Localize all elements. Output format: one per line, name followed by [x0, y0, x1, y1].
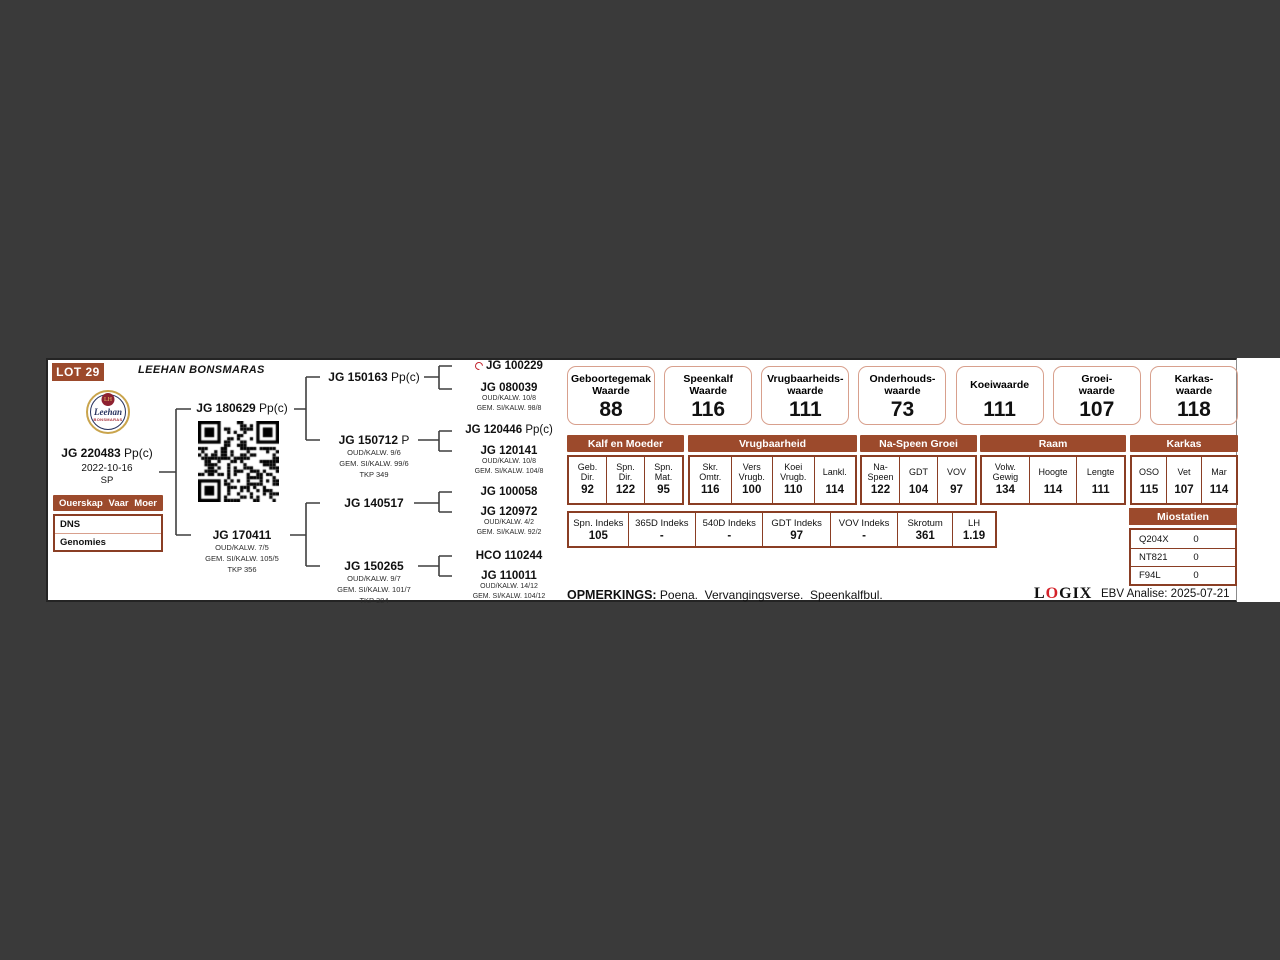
index-table: [567, 511, 997, 548]
value-box-label: Onderhouds-: [869, 372, 936, 385]
miostatien-title: Miostatien: [1129, 508, 1237, 525]
breed-brand-icon: [473, 360, 484, 371]
value-box-label: Waarde: [592, 384, 630, 397]
ancestor-stat: OUD/KALW. 9/7: [347, 574, 401, 583]
value-box-label: waarde: [1078, 384, 1115, 397]
parentage-row-genomies: Genomies: [55, 533, 161, 550]
value-box-value: 88: [599, 397, 623, 421]
ebv-group-title: Na-Speen Groei: [860, 435, 977, 452]
index-cell-vov: VOV Indeks -: [830, 513, 897, 546]
ebv-cell: Skr. Omtr. 116: [699, 461, 722, 496]
index-cell-365d: 365D Indeks -: [628, 513, 695, 546]
pedigree-node-g3-3: [314, 560, 434, 606]
ancestor-suffix: Pp(c): [525, 424, 553, 436]
miostatien-table: [1129, 508, 1237, 586]
ebv-group-vrugbaarheid: [688, 435, 857, 505]
ancestor-stat: OUD/KALW. 10/8: [482, 458, 536, 465]
ancestor-stat: OUD/KALW. 14/12: [480, 583, 538, 590]
ancestor-stat: GEM. SI/KALW. 101/7: [337, 585, 411, 594]
pedigree-node-g3-2: [314, 497, 434, 510]
parentage-col-moer: Moer: [134, 497, 157, 509]
value-box-value: 107: [1079, 397, 1115, 421]
pedigree-node-g3-0: [314, 371, 434, 384]
ebv-group-raam: [980, 435, 1126, 505]
ancestor-suffix: P: [401, 433, 410, 447]
pedigree-node-g4-7: [450, 570, 568, 601]
ebv-group-karkas: [1130, 435, 1238, 505]
index-cell-540d: 540D Indeks -: [695, 513, 762, 546]
ancestor-stat: OUD/KALW. 9/6: [347, 448, 401, 457]
ebv-cell: Spn. Mat. 95: [644, 457, 682, 503]
dam-stat: GEM. SI/KALW. 105/5: [205, 554, 279, 563]
ancestor-id: JG 110011: [481, 570, 537, 582]
miostatien-row: Q204X 0: [1139, 533, 1199, 545]
lot-number-badge: LOT 29: [52, 363, 104, 381]
pedigree-node-g3-1: [314, 434, 434, 480]
dam-id: JG 170411: [212, 528, 272, 542]
subject-id: [48, 446, 166, 460]
ancestor-id: JG 100229: [486, 360, 543, 372]
logo-crest-monogram: LH: [102, 393, 115, 406]
value-box-label: waarde: [1175, 384, 1213, 397]
subject-id-suffix: Pp(c): [124, 446, 153, 460]
value-box-groei: [1053, 366, 1141, 425]
pedigree-node-g4-5: [450, 506, 568, 537]
logo-name: Leehan: [94, 407, 122, 417]
parentage-header: [53, 495, 163, 511]
ebv-cell: Geb. Dir. 92: [577, 461, 598, 496]
dam-stat: TKP 356: [227, 565, 257, 574]
dam-stat: OUD/KALW. 7/5: [215, 543, 269, 552]
index-cell-spn-indeks: Spn. Indeks 105: [573, 517, 624, 542]
qr-code: [198, 421, 279, 502]
value-box-label: Waarde: [689, 384, 727, 397]
ebv-cell: GDT 104: [899, 457, 937, 503]
pedigree-node-g4-3: [450, 445, 568, 476]
pedigree-node-g4-1: [450, 382, 568, 413]
value-box-value: 116: [691, 397, 726, 421]
value-box-label: Geboortegemak: [571, 372, 651, 385]
index-cell-skrotum: Skrotum 361: [897, 513, 952, 546]
value-box-value: 118: [1176, 397, 1211, 421]
ebv-cell: Na- Speen 122: [867, 461, 894, 496]
ebv-cell: Vet 107: [1166, 457, 1201, 503]
ancestor-stat: GEM. SI/KALW. 104/8: [474, 467, 544, 475]
ancestor-stat: TKP 349: [359, 470, 389, 479]
ancestor-suffix: Pp(c): [391, 370, 420, 384]
value-box-value: 111: [788, 397, 822, 421]
ancestor-id: JG 150265: [344, 559, 404, 573]
subject-animal: [48, 446, 166, 486]
ancestor-stat: GEM. SI/KALW. 99/6: [339, 459, 409, 468]
parentage-col-ouerskap: Ouerskap: [59, 497, 103, 509]
ebv-group-title: Vrugbaarheid: [688, 435, 857, 452]
ancestor-id: JG 150712: [338, 433, 399, 447]
parentage-col-vaar: Vaar: [108, 497, 129, 509]
pedigree-node-g4-2: [450, 424, 568, 436]
value-boxes-row: [567, 366, 1238, 425]
ebv-cell: Spn. Dir. 122: [606, 457, 644, 503]
value-box-vrugbaarheid: [761, 366, 849, 425]
ancestor-stat: OUD/KALW. 4/2: [483, 519, 535, 526]
ebv-cell: Lankl. 114: [814, 457, 856, 503]
ancestor-id: JG 140517: [344, 496, 404, 510]
index-cell-gdt: GDT Indeks 97: [762, 513, 829, 546]
value-box-label: Koeiwaarde: [970, 378, 1030, 391]
parentage-table: [53, 514, 163, 552]
remarks: [567, 588, 883, 602]
pedigree-node-g4-6: [450, 550, 568, 562]
ebv-group-na-speen-groei: [860, 435, 977, 505]
breeder-logo: [86, 390, 130, 434]
miostatien-row: F94L 0: [1131, 566, 1235, 584]
ebv-cell: OSO 115: [1138, 466, 1159, 496]
catalog-sheet: [46, 358, 1280, 605]
miostatien-row: NT821 0: [1131, 548, 1235, 566]
ebv-cell: VOV 97: [937, 457, 975, 503]
ebv-cell: Mar 114: [1201, 457, 1236, 503]
pedigree-node-g4-0: [450, 360, 568, 372]
ancestor-stat: TKP 384: [359, 596, 389, 605]
ancestor-id: JG 100058: [480, 486, 538, 498]
ebv-group-kalf-en-moeder: [567, 435, 684, 505]
ancestor-stat: GEM. SI/KALW. 92/2: [476, 528, 542, 536]
breeder-name: LEEHAN BONSMARAS: [138, 364, 265, 376]
remarks-label: OPMERKINGS:: [567, 588, 657, 602]
sire-id: JG 180629: [196, 401, 256, 415]
ebv-cell: Koei Vrugb. 110: [772, 457, 814, 503]
value-box-label: Groei-: [1081, 372, 1113, 385]
subject-status: SP: [100, 475, 114, 486]
lot-card: [46, 358, 1237, 605]
pedigree-node-sire: [182, 402, 302, 415]
ebv-cell: Volw. Gewig 134: [992, 461, 1019, 496]
ebv-group-title: Raam: [980, 435, 1126, 452]
ebv-group-title: Kalf en Moeder: [567, 435, 684, 452]
value-box-koeiwaarde: [956, 366, 1044, 425]
value-box-value: 111: [983, 397, 1016, 421]
value-box-onderhoud: [858, 366, 946, 425]
value-box-label: Vrugbaarheids-: [767, 372, 844, 385]
value-box-karkas: [1150, 366, 1238, 425]
index-cell-lh: LH 1.19: [952, 513, 995, 546]
ancestor-id: JG 150163: [328, 370, 388, 384]
parentage-row-dns: DNS: [60, 519, 81, 530]
ancestor-id: JG 120141: [480, 445, 538, 457]
ancestor-id: JG 080039: [480, 382, 538, 394]
ancestor-stat: GEM. SI/KALW. 104/12: [472, 592, 546, 600]
value-box-value: 73: [890, 397, 915, 421]
ebv-analysis-date: EBV Analise: 2025-07-21: [1101, 588, 1230, 600]
ancestor-id: HCO 110244: [475, 550, 543, 562]
ebv-cell: Lengte 111: [1076, 457, 1124, 503]
ancestor-stat: GEM. SI/KALW. 98/8: [476, 404, 542, 412]
value-box-label: Speenkalf: [683, 372, 733, 385]
sire-suffix: Pp(c): [259, 401, 288, 415]
pedigree-node-dam: [182, 529, 302, 575]
value-box-label: waarde: [884, 384, 921, 397]
value-box-geboortegemak: [567, 366, 655, 425]
subject-id-number: JG 220483: [61, 446, 121, 460]
subject-dob: 2022-10-16: [81, 463, 133, 474]
remarks-text: Poena. Vervangingsverse. Speenkalfbul.: [656, 588, 883, 602]
ancestor-id: JG 120972: [480, 506, 538, 518]
value-box-label: Karkas-: [1174, 372, 1214, 385]
ebv-group-title: Karkas: [1130, 435, 1238, 452]
value-box-label: waarde: [787, 384, 824, 397]
ebv-cell: Vers Vrugb. 100: [731, 457, 773, 503]
logix-logo: LOGIX: [1034, 585, 1093, 602]
ancestor-id: JG 120446: [465, 424, 523, 436]
pedigree-node-g4-4: [450, 486, 568, 498]
ancestor-stat: OUD/KALW. 10/8: [482, 395, 536, 402]
value-box-speenkalf: [664, 366, 752, 425]
ebv-cell: Hoogte 114: [1029, 457, 1077, 503]
logo-breed: BONSMARAS: [93, 417, 123, 422]
